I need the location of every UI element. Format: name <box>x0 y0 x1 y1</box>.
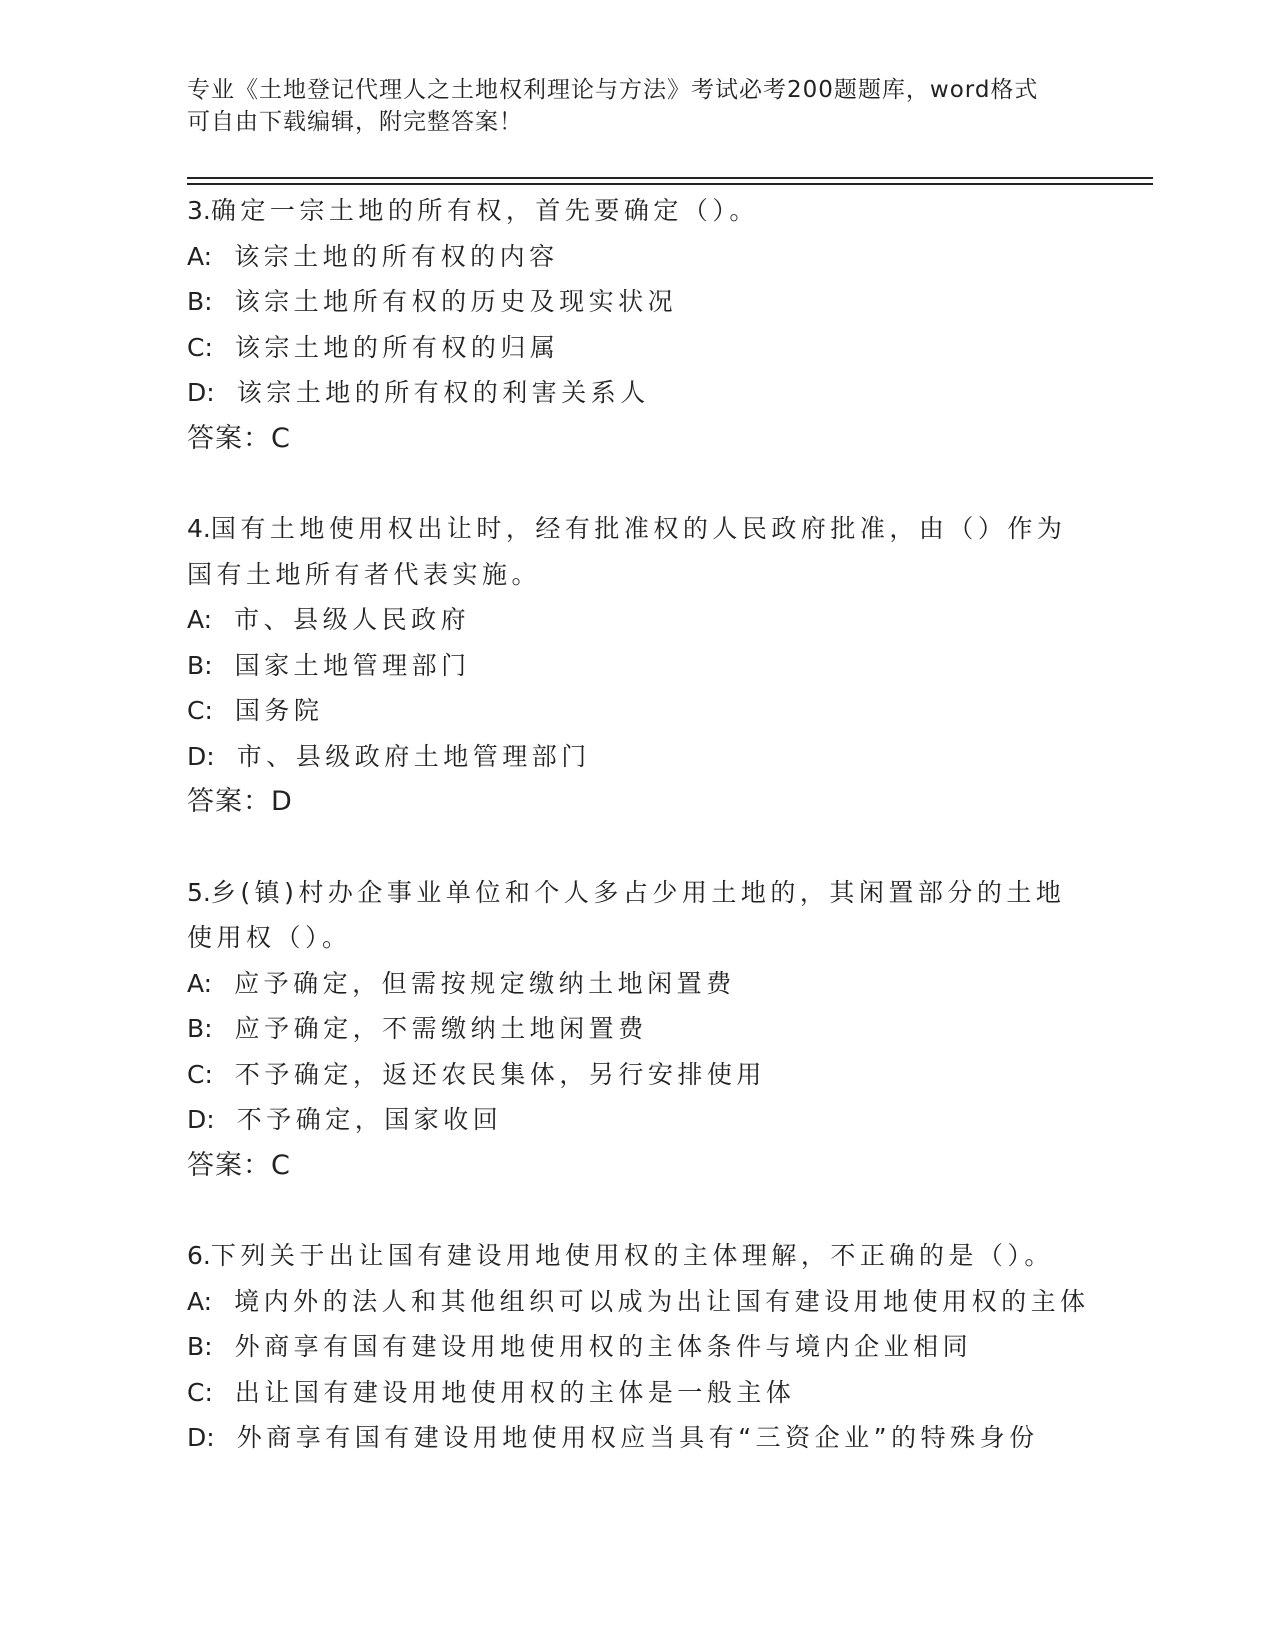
option-letter: A: <box>187 1286 213 1316</box>
option-text: 外商享有国有建设用地使用权的主体条件与境内企业相同 <box>234 1332 973 1361</box>
answer-key: 答案：C <box>187 422 291 454</box>
option-text: 国家土地管理部门 <box>234 650 471 680</box>
option-letter: B: <box>187 1332 213 1361</box>
option-letter: A: <box>187 605 213 634</box>
option-letter: C: <box>187 696 213 725</box>
document-header <box>187 74 1087 138</box>
question-6 <box>187 1233 1090 1461</box>
option-text: 境内外的法人和其他组织可以成为出让国有建设用地使用权的主体 <box>234 1286 1090 1316</box>
option-text: 国务院 <box>234 696 324 725</box>
question-number: 4. <box>187 514 211 543</box>
option-c <box>187 688 1087 734</box>
option-text: 市、县级人民政府 <box>234 605 471 634</box>
header-divider-bottom <box>187 183 1153 185</box>
question-number: 6. <box>187 1241 211 1270</box>
option-text: 应予确定，但需按规定缴纳土地闲置费 <box>234 968 736 998</box>
option-letter: C: <box>187 1059 213 1089</box>
question-stem <box>187 188 1087 234</box>
question-stem-line-2: 国有土地所有者代表实施。 <box>187 559 542 589</box>
option-b <box>187 1324 1087 1370</box>
option-letter: B: <box>187 287 213 316</box>
answer-key: 答案：D <box>187 786 293 817</box>
question-stem-line-1: 下列关于出让国有建设用地使用权的主体理解，不正确的是（）。 <box>210 1241 1054 1270</box>
question-number: 5. <box>187 877 211 907</box>
option-text: 该宗土地的所有权的利害关系人 <box>236 378 650 407</box>
question-stem <box>187 506 1087 552</box>
option-d <box>187 734 1087 780</box>
option-letter: D: <box>187 1423 215 1452</box>
question-stem-line-1: 国有土地使用权出让时，经有批准权的人民政府批准，由（）作为 <box>210 514 1067 543</box>
header-title-line-2: 可自由下载编辑，附完整答案！ <box>187 109 523 135</box>
option-c <box>187 325 1087 371</box>
option-text: 该宗土地的所有权的内容 <box>234 241 559 271</box>
question-list <box>187 188 1090 1506</box>
option-b <box>187 279 1087 325</box>
question-stem-line-2: 使用权（）。 <box>187 923 352 952</box>
option-b <box>187 643 1087 689</box>
option-text: 不予确定，国家收回 <box>236 1105 503 1134</box>
option-c <box>187 1370 1087 1416</box>
option-letter: D: <box>187 1105 215 1134</box>
option-letter: A: <box>187 241 213 271</box>
option-c <box>187 1052 1087 1098</box>
option-text: 外商享有国有建设用地使用权应当具有“三资企业”的特殊身份 <box>236 1423 1039 1452</box>
question-number: 3. <box>187 196 211 225</box>
option-d <box>187 1097 1087 1143</box>
question-stem <box>187 870 1087 916</box>
option-letter: A: <box>187 968 213 998</box>
option-a <box>187 597 1087 643</box>
option-letter: C: <box>187 332 213 362</box>
question-stem-line-1: 乡(镇)村办企事业单位和个人多占少用土地的，其闲置部分的土地 <box>210 877 1066 907</box>
question-5 <box>187 870 1087 1189</box>
option-letter: D: <box>187 378 215 407</box>
option-text: 应予确定，不需缴纳土地闲置费 <box>234 1014 648 1043</box>
option-letter: B: <box>187 1014 213 1043</box>
question-4 <box>187 506 1087 825</box>
option-a <box>187 234 1087 280</box>
header-divider-top <box>187 177 1153 179</box>
question-3 <box>187 188 1087 461</box>
option-letter: B: <box>187 650 213 680</box>
option-text: 该宗土地的所有权的归属 <box>234 332 560 362</box>
option-b <box>187 1006 1087 1052</box>
option-d <box>187 1415 1087 1461</box>
answer-key: 答案：C <box>187 1149 291 1181</box>
option-letter: D: <box>187 741 215 771</box>
header-title-line-1: 专业《土地登记代理人之土地权利理论与方法》考试必考200题题库，word格式 <box>187 77 1039 103</box>
option-text: 市、县级政府土地管理部门 <box>236 741 591 771</box>
option-a <box>187 961 1087 1007</box>
option-text: 不予确定，返还农民集体，另行安排使用 <box>234 1059 766 1089</box>
option-d <box>187 370 1087 416</box>
option-a <box>187 1279 1090 1325</box>
option-text: 出让国有建设用地使用权的主体是一般主体 <box>234 1377 796 1407</box>
option-letter: C: <box>187 1377 213 1407</box>
question-stem <box>187 1233 1087 1279</box>
option-text: 该宗土地所有权的历史及现实状况 <box>234 287 678 316</box>
question-stem-line-1: 确定一宗土地的所有权，首先要确定（）。 <box>210 196 759 225</box>
